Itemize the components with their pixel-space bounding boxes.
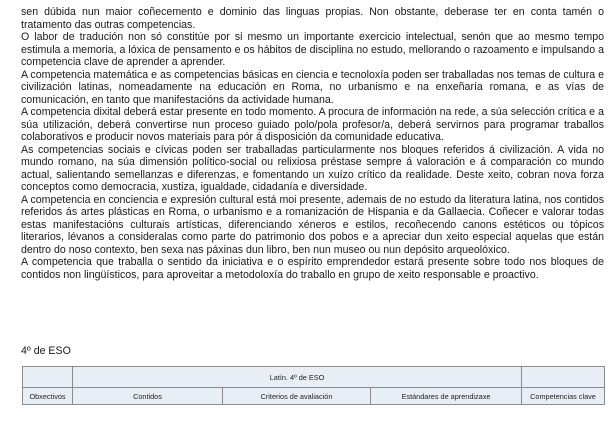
table-title-spacer-right: [522, 367, 605, 388]
curriculum-table: [22, 366, 605, 405]
column-header-contidos: Contidos: [73, 388, 223, 405]
column-header-criterios: Criterios de avaliación: [223, 388, 371, 405]
paragraph-math-science: A competencia matemática e as competencias básicas en ciencia e tecnoloxía poden ser traballadas nos temas de cultura e civilización latinas, nomeadamente na educación en Roma, no urbanismo e na enxeñaría romana, e as vías de comunicación, en tanto que manifestacións da actividade humana.: [21, 68, 604, 106]
table-header-row: [23, 388, 605, 405]
table-title: Latín. 4º de ESO: [73, 367, 522, 388]
column-header-estandares: Estándares de aprendizaxe: [371, 388, 522, 405]
paragraph-digital: A competencia dixital deberá estar presente en todo momento. A procura de información na rede, a súa selección crítica e a súa utilización, deberá convertirse nun proceso guiado polo/pola profesor/a, deberá servirnos para programar traballos colaborativos e producir novos materiais para pór á disposición da comunidade educativa.: [21, 106, 604, 143]
paragraph-initiative: A competencia que traballa o sentido da iniciativa e o espírito emprendedor estará presente sobre todo nos bloques de contidos non lingüísticos, para aproveitar a metodoloxía do traballo en grupo de xeito responsable e proactivo.: [21, 256, 604, 281]
table-title-spacer-left: [23, 367, 73, 388]
paragraph-cultural: A competencia en conciencia e expresión cultural está moi presente, ademais de no estudo da literatura latina, nos contidos referidos ás artes plásticas en Roma, o urbanismo e a romanización de Hispania e da Gallaecia. Coñecer e valorar todas estas manifestacións culturais artísticas, diferenciando xéneros e estilos, recoñecendo canons estéticos ou tópicos literarios, lévanos a consideralas como parte do patrimonio dos pobos e a apreciar dun xeito especial aquelas que están dentro do noso contexto, ben sexa nas páxinas dun libro, ben nun museo ou nun depósito arqueolóxico.: [21, 193, 604, 256]
paragraph-translation: O labor de tradución non só constitúe por si mesmo un importante exercicio intelectual, senón que ao mesmo tempo estimula a memoria, a lóxica de pensamento e os hábitos de disciplina no estudo, mellorando o razoamento e impulsando a competencia clave de aprender a aprender.: [21, 31, 604, 68]
column-header-competencias: Competencias clave: [522, 388, 605, 405]
paragraph-social-civic: As competencias sociais e cívicas poden ser traballadas particularmente nos bloques referidos á civilización. A vida no mundo romano, na súa dimensión político-social ou relixiosa préstase sempre á valoración e á comparación co mundo actual, salientando semellanzas e diferenzas, e fomentando un xuízo crítico da realidade. Deste xeito, cobran nova forza conceptos como democracia, xustiza, igualdade, cidadanía e diversidade.: [21, 143, 604, 193]
column-header-obxectivos: Obxectivos: [23, 388, 73, 405]
document-body: [21, 6, 604, 281]
table-title-row: [23, 367, 605, 388]
section-heading: 4º de ESO: [21, 345, 71, 357]
paragraph-continuation: sen dúbida nun maior coñecemento e dominio das linguas propias. Non obstante, deberase ter en conta tamén o tratamento das outras competencias.: [21, 6, 604, 31]
